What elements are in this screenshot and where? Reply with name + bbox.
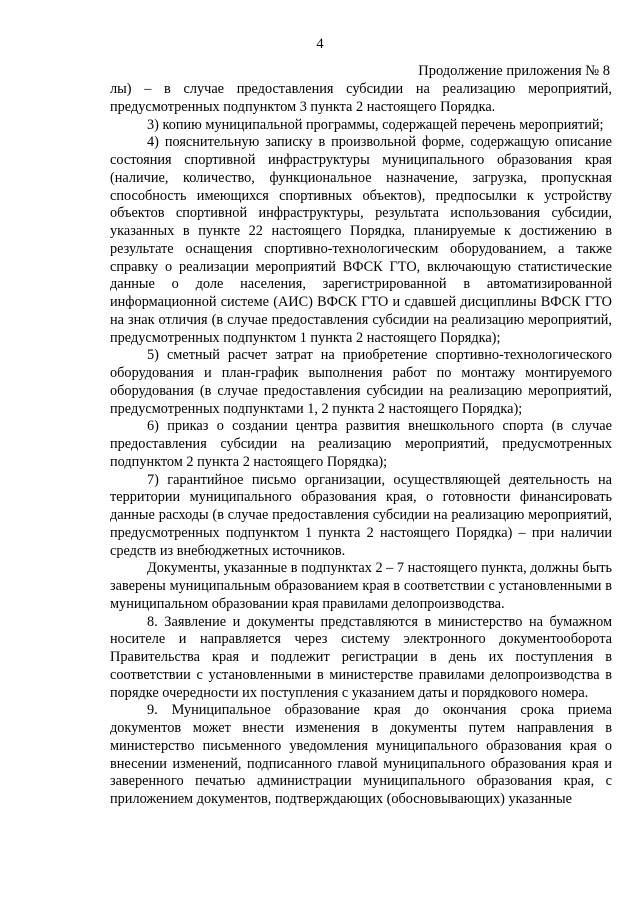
paragraph-item-6: 6) приказ о создании центра развития внешкольного спорта (в случае предоставления субсидии на реализацию мероприятий, предусмотренных подпунктом 2 пункта 2 настоящего Порядка); (110, 418, 612, 470)
paragraph-item-3: 3) копию муниципальной программы, содержащей перечень мероприятий; (147, 116, 604, 133)
paragraph-item-5: 5) сметный расчет затрат на приобретение спортивно-технологического оборудования и план-график выполнения работ по монтажу монтируемого оборудования (в случае предоставления субсидии на реализацию мероприятий, предусмотренных подпунктами 1, 2 пункта 2 настоящего Порядка); (110, 347, 612, 417)
paragraph-documents-certification: Документы, указанные в подпунктах 2 – 7 настоящего пункта, должны быть заверены муниципальным образованием края в соответствии с установленными в муниципальном образовании края правилами делопроизводства. (110, 560, 612, 612)
page-number: 4 (316, 36, 324, 52)
paragraph-clause-9: 9. Муниципальное образование края до окончания срока приема документов может внести изменения в документы путем направления в министерство письменного уведомления муниципального образования края о внесении изменений, подписанного главой муниципального образования края и заверенного печатью администрации муниципального образования края, с приложением документов, подтверждающих (обосновывающих) указанные (110, 702, 612, 807)
paragraph-continuation: лы) – в случае предоставления субсидии на реализацию мероприятий, предусмотренных подпунктом 3 пункта 2 настоящего Порядка. (110, 81, 612, 115)
document-body (110, 81, 612, 809)
paragraph-item-7: 7) гарантийное письмо организации, осуществляющей деятельность на территории муниципального образования края, о готовности финансировать данные расходы (в случае предоставления субсидии на реализацию мероприятий, предусмотренных подпунктом 1 пункта 2 настоящего Порядка) – при наличии средств из внебюджетных источников. (110, 471, 612, 559)
annex-continuation-note: Продолжение приложения № 8 (418, 63, 610, 79)
paragraph-item-4: 4) пояснительную записку в произвольной форме, содержащую описание состояния спортивной инфраструктуры муниципального образования края (наличие, количество, функциональное назначение, загрузка, пропускная способность имеющихся спортивных объектов), предпосылки к устройству объектов спортивной инфраструктуры, результата использования субсидии, указанных в пункте 22 настоящего Порядка, планируемые к достижению в результате оснащения спортивно-технологическим оборудованием, а также справку о реализации мероприятий ВФСК ГТО, включающую статистические данные о доле населения, зарегистрированной в автоматизированной информационной системе (АИС) ВФСК ГТО и сдавшей дисциплины ВФСК ГТО на знак отличия (в случае предоставления субсидии на реализацию мероприятий, предусмотренных подпунктом 1 пункта 2 настоящего Порядка); (110, 134, 612, 346)
paragraph-clause-8: 8. Заявление и документы представляются в министерство на бумажном носителе и направляется через систему электронного документооборота Правительства края и подлежит регистрации в день их поступления в соответствии с установленными в министерстве правилами делопроизводства в порядке очередности их поступления с указанием даты и порядкового номера. (110, 613, 612, 701)
